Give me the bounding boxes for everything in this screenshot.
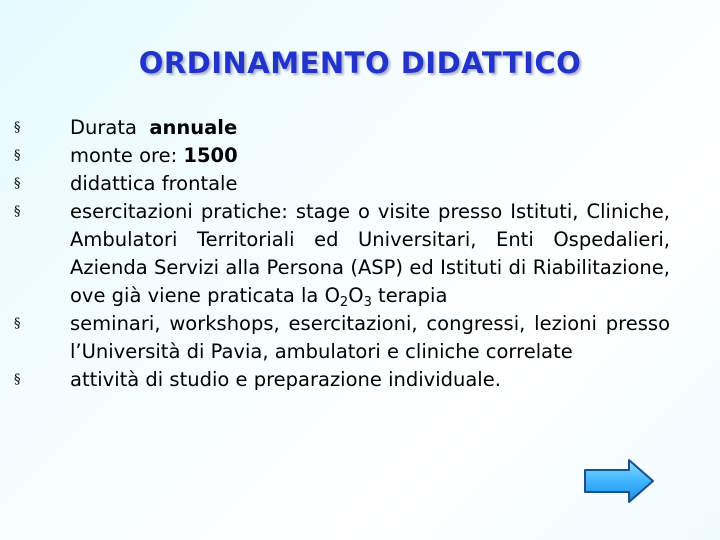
bullet-marker: § [14, 148, 21, 163]
item-tail: terapia [371, 284, 448, 307]
item-text: esercitazioni pratiche: stage o visite presso Istituti, Cliniche, Ambulatori Territoriali ed Universitari, Enti Ospedalieri, Azienda Servizi alla Persona (ASP) ed Istituti di Riabilitazione, ove già viene praticata la [70, 200, 670, 307]
right-arrow-icon[interactable] [583, 458, 655, 504]
item-label: monte ore: [70, 144, 178, 167]
item-text: attività di studio e preparazione individuale. [70, 368, 501, 391]
bullet-marker: § [14, 316, 21, 331]
item-value: 1500 [183, 144, 238, 167]
bullet-marker: § [14, 204, 21, 219]
list-item [14, 310, 670, 366]
bullet-marker: § [14, 120, 21, 135]
list-item [14, 198, 670, 310]
item-value: annuale [149, 116, 238, 139]
item-text: didattica frontale [70, 172, 238, 195]
bullet-marker: § [14, 372, 21, 387]
list-item [14, 170, 670, 198]
slide-title: ORDINAMENTO DIDATTICO [138, 46, 582, 80]
item-label: Durata [70, 116, 137, 139]
list-item [14, 114, 670, 142]
list-item [14, 142, 670, 170]
bullet-list [14, 114, 670, 394]
ozone-formula: $O_2O_3$ [324, 284, 372, 310]
item-text: seminari, workshops, esercitazioni, congressi, lezioni presso l’Università di Pavia, ambulatori e cliniche correlate [70, 312, 670, 363]
list-item [14, 366, 670, 394]
bullet-marker: § [14, 176, 21, 191]
